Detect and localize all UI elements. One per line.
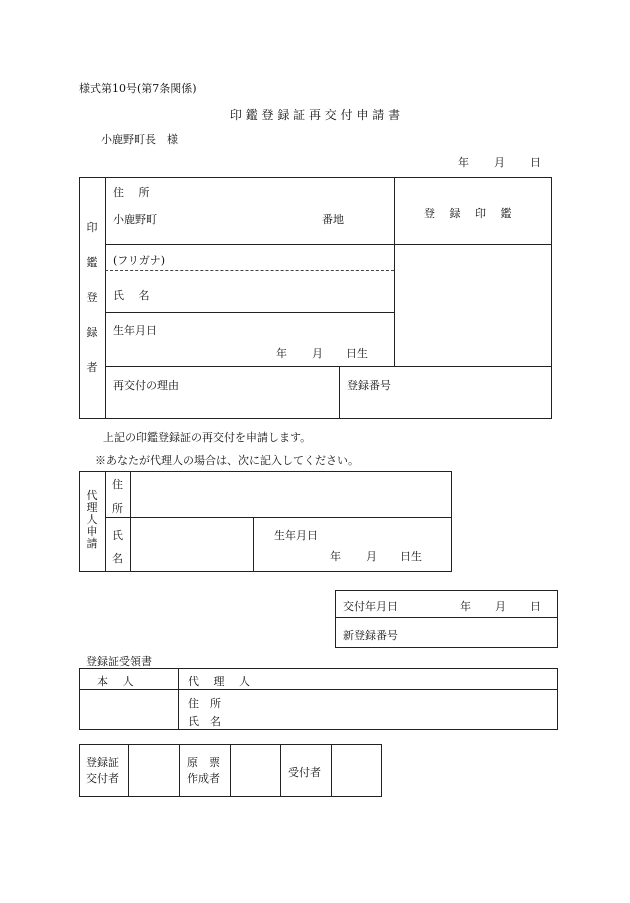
agent-address-char-2: 所 xyxy=(112,502,123,515)
form-number: 様式第10号(第7条関係) xyxy=(79,82,197,95)
issue-year-label: 年 xyxy=(460,600,471,613)
agent-birth-label: 生年月日 xyxy=(274,529,318,542)
agent-birth-month-label: 月 xyxy=(366,550,377,563)
receipt-address-label: 住 所 xyxy=(188,697,221,710)
banchi-label: 番地 xyxy=(322,213,344,226)
agent-table xyxy=(79,471,452,572)
agent-birth-day-label: 日生 xyxy=(400,550,422,563)
birth-label: 生年月日 xyxy=(113,324,157,337)
page-title: 印 鑑 登 録 証 再 交 付 申 請 書 xyxy=(229,108,401,122)
receiver-label: 受付者 xyxy=(288,766,321,779)
receipt-title: 登録証受領書 xyxy=(86,655,152,668)
agent-name-char-2: 名 xyxy=(112,552,123,565)
receipt-self-label: 本 人 xyxy=(97,675,134,688)
date-day-label: 日 xyxy=(530,156,541,169)
issuer-label: 登録証 交付者 xyxy=(86,756,119,785)
agent-name-char-1: 氏 xyxy=(112,529,123,542)
addressee: 小鹿野町長 様 xyxy=(101,133,178,146)
statement: 上記の印鑑登録証の再交付を申請します。 xyxy=(103,431,312,444)
birth-month-label: 月 xyxy=(312,347,323,360)
date-month-label: 月 xyxy=(494,156,505,169)
address-label: 住 所 xyxy=(113,186,150,199)
date-year-label: 年 xyxy=(458,156,469,169)
birth-year-label: 年 xyxy=(276,347,287,360)
new-number-label: 新登録番号 xyxy=(343,629,398,642)
registrant-side-label: 印 鑑 登 録 者 xyxy=(86,221,98,374)
reg-number-label: 登録番号 xyxy=(347,379,391,392)
agent-side-label: 代 理 人 申 請 xyxy=(86,489,98,550)
issue-date-label: 交付年月日 xyxy=(343,600,398,613)
agent-address-char-1: 住 xyxy=(112,478,123,491)
issue-day-label: 日 xyxy=(530,600,541,613)
furigana-label: (フリガナ) xyxy=(113,254,166,267)
name-label: 氏 名 xyxy=(113,289,150,302)
agent-note: ※あなたが代理人の場合は、次に記入してください。 xyxy=(95,454,359,467)
original-creator-label: 原 票 作成者 xyxy=(187,756,220,785)
receipt-name-label: 氏 名 xyxy=(188,715,221,728)
receipt-table xyxy=(79,668,558,730)
issue-month-label: 月 xyxy=(495,600,506,613)
birth-day-label: 日生 xyxy=(346,347,368,360)
receipt-agent-label: 代 理 人 xyxy=(188,675,250,688)
seal-area[interactable] xyxy=(395,245,551,365)
town-name: 小鹿野町 xyxy=(113,213,157,226)
agent-birth-year-label: 年 xyxy=(330,550,341,563)
seal-label: 登 録 印 鑑 xyxy=(424,207,512,220)
reason-label: 再交付の理由 xyxy=(113,379,179,392)
